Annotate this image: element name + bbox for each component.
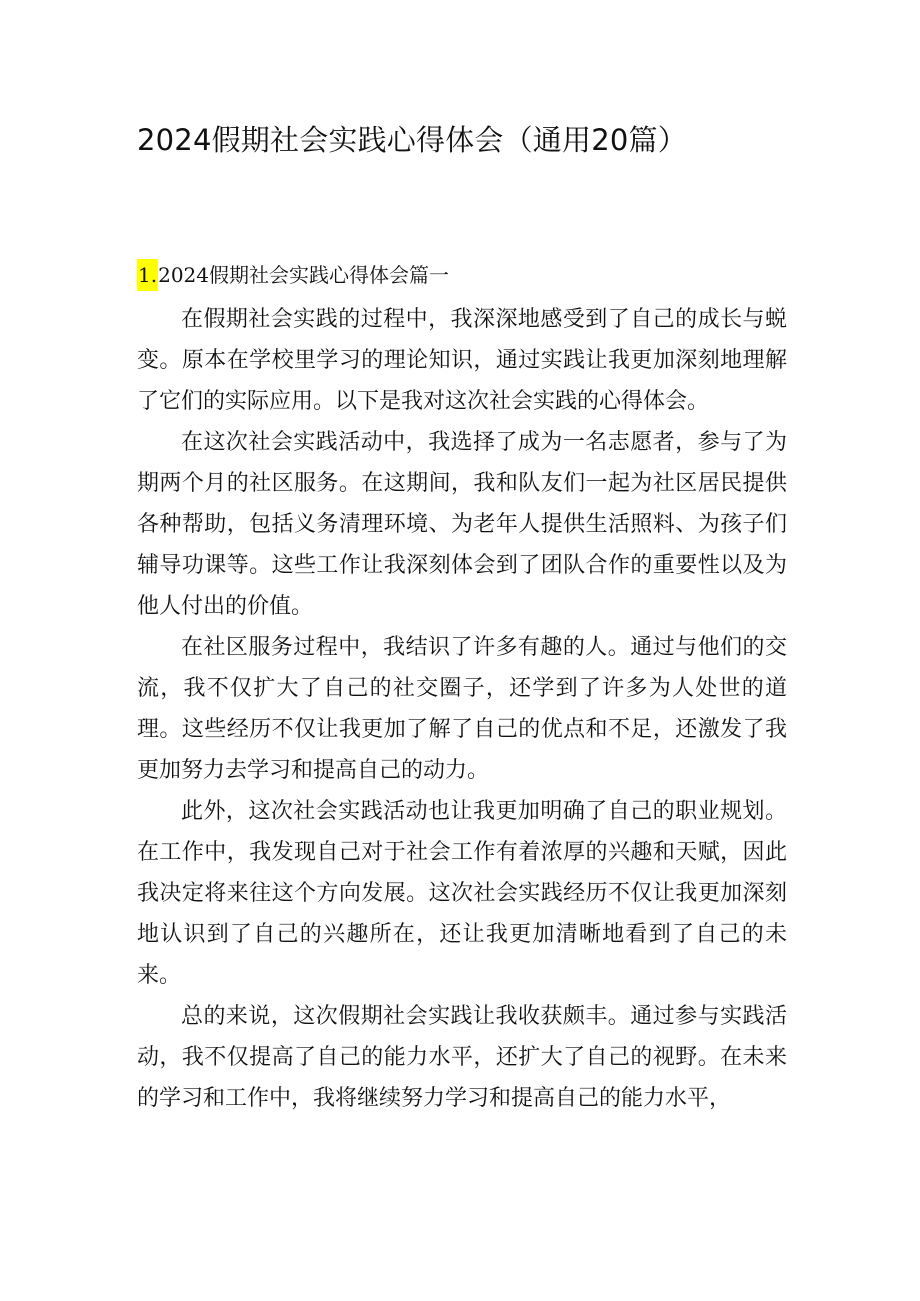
document-title: 2024假期社会实践心得体会（通用20篇） <box>137 123 687 157</box>
section-title: 2024假期社会实践心得体会篇一 <box>158 263 449 287</box>
paragraph: 总的来说，这次假期社会实践让我收获颇丰。通过参与实践活动，我不仅提高了自己的能力水平，还扩大了自己的视野。在未来的学习和工作中，我将继续努力学习和提高自己的能力水平， <box>137 1004 787 1111</box>
paragraph: 在社区服务过程中，我结识了许多有趣的人。通过与他们的交流，我不仅扩大了自己的社交圈子，还学到了许多为人处世的道理。这些经历不仅让我更加了解了自己的优点和不足，还激发了我更加努力去学习和提高自己的动力。 <box>137 635 787 783</box>
section-number-highlight: 1. <box>137 259 158 291</box>
document-body <box>137 299 787 1119</box>
paragraph: 在这次社会实践活动中，我选择了成为一名志愿者，参与了为期两个月的社区服务。在这期间，我和队友们一起为社区居民提供各种帮助，包括义务清理环境、为老年人提供生活照料、为孩子们辅导功课等。这些工作让我深刻体会到了团队合作的重要性以及为他人付出的价值。 <box>137 430 787 619</box>
paragraph: 在假期社会实践的过程中，我深深地感受到了自己的成长与蜕变。原本在学校里学习的理论知识，通过实践让我更加深刻地理解了它们的实际应用。以下是我对这次社会实践的心得体会。 <box>137 307 787 414</box>
paragraph: 此外，这次社会实践活动也让我更加明确了自己的职业规划。在工作中，我发现自己对于社会工作有着浓厚的兴趣和天赋，因此我决定将来往这个方向发展。这次社会实践经历不仅让我更加深刻地认识到了自己的兴趣所在，还让我更加清晰地看到了自己的未来。 <box>137 799 787 988</box>
section-heading <box>137 257 449 293</box>
